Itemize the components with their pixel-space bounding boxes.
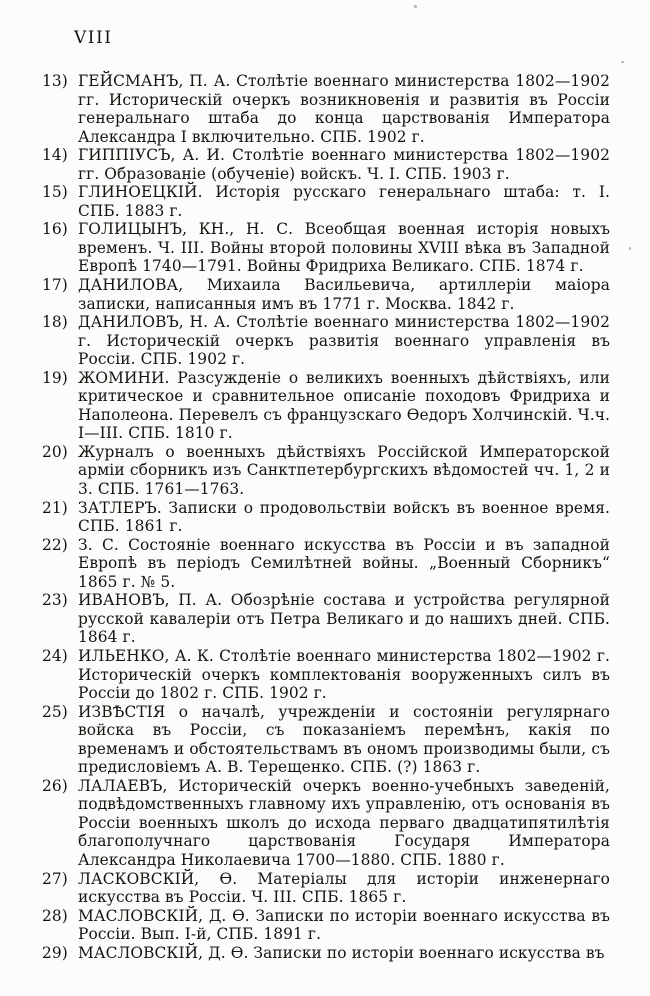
entry-number: 24) <box>42 646 68 665</box>
scan-speck <box>414 5 417 8</box>
entry-text: ДАНИЛОВЪ, Н. А. Столѣтіе военнаго министерства 1802—1902 г. Историческій очеркъ развитія военнаго управленія въ Россіи. СПБ. 1902 г. <box>78 313 610 369</box>
entry-text: ГОЛИЦЫНЪ, КН., Н. С. Всеобщая военная исторія новыхъ временъ. Ч. III. Войны второй половины XVIII вѣка въ Западной Европѣ 1740—1791. Войны Фридриха Великаго. СПБ. 1874 г. <box>78 220 610 276</box>
entry-number: 17) <box>42 276 68 295</box>
bibliography-entry <box>42 703 610 777</box>
entry-text: ЛАЛАЕВЪ, Историческій очеркъ военно-учебныхъ заведеній, подвѣдомственныхъ главному ихъ управленію, отъ основанія въ Россіи военныхъ школъ до исхода перваго двадцатипятилѣтія благополучнаго царствованія Государя Императора Александра Николаевича 1700—1880. СПБ. 1880 г. <box>78 776 610 869</box>
entry-text: ИЗВѢСТІЯ о началѣ, учрежденіи и состояніи регулярнаго войска въ Россіи, съ показаніемъ перемѣнъ, какія по временамъ и обстоятельствамъ въ ономъ производимы были, съ предисловіемъ А. В. Терещенко. СПБ. (?) 1863 г. <box>78 702 610 777</box>
entry-number: 26) <box>42 776 68 795</box>
bibliography-entry <box>42 907 610 944</box>
entry-number: 28) <box>42 906 68 925</box>
entry-number: 16) <box>42 220 68 239</box>
entry-number: 13) <box>42 72 68 90</box>
entry-text: ГИППІУСЪ, А. И. Столѣтіе военнаго министерства 1802—1902 гг. Образованіе (обученіе) войскъ. Ч. I. СПБ. 1903 г. <box>78 146 610 183</box>
bibliography-entry <box>42 369 610 443</box>
bibliography-entry <box>42 499 610 536</box>
bibliography-entry <box>42 276 610 313</box>
bibliography-entry <box>42 777 610 870</box>
entry-number: 23) <box>42 591 68 610</box>
bibliography-entry <box>42 944 610 963</box>
entry-text: Журналъ о военныхъ дѣйствіяхъ Россійской Императорской арміи сборникъ изъ Санктпетербургскихъ вѣдомостей чч. 1, 2 и 3. СПБ. 1761—1763. <box>78 442 610 499</box>
bibliography-entry <box>42 183 610 220</box>
bibliography-entry <box>42 72 610 146</box>
scan-speck <box>629 247 631 250</box>
bibliography-entry <box>42 591 610 647</box>
entry-text: ГЕЙСМАНЪ, П. А. Столѣтіе военнаго министерства 1802—1902 гг. Историческій очеркъ возникновенія и развитія въ Россіи генеральнаго штаба до конца царствованія Императора Александра I включительно. СПБ. 1902 г. <box>78 72 610 146</box>
entry-number: 15) <box>42 183 68 202</box>
entry-number: 20) <box>42 442 68 461</box>
entry-text: ДАНИЛОВА, Михаила Васильевича, артиллеріи маіора записки, написанныя имъ въ 1771 г. Москва. 1842 г. <box>78 276 610 313</box>
entry-text: ИВАНОВЪ, П. А. Обозрѣніе состава и устройства регулярной русской кавалеріи отъ Петра Великаго и до нашихъ дней. СПБ. 1864 г. <box>78 591 610 647</box>
entry-text: ИЛЬЕНКО, А. К. Столѣтіе военнаго министерства 1802—1902 г. Историческій очеркъ комплектованія вооруженныхъ силъ въ Россіи до 1802 г. СПБ. 1902 г. <box>78 646 610 703</box>
entry-text: ЛАСКОВСКІЙ, Ѳ. Матеріалы для исторіи инженернаго искусства въ Россіи. Ч. III. СПБ. 1865 г. <box>78 869 610 907</box>
entry-number: 19) <box>42 368 68 387</box>
entry-text: МАСЛОВСКІЙ, Д. Ѳ. Записки по исторіи военнаго искусства въ <box>78 943 605 962</box>
entry-number: 22) <box>42 535 68 554</box>
scan-speck <box>621 61 624 63</box>
entry-number: 25) <box>42 702 68 721</box>
bibliography-entry <box>42 443 610 499</box>
bibliography-entry <box>42 536 610 592</box>
entry-number: 14) <box>42 146 68 165</box>
entry-number: 21) <box>42 498 68 517</box>
bibliography-entry <box>42 313 610 369</box>
entry-number: 27) <box>42 869 68 888</box>
entry-text: ГЛИНОЕЦКІЙ. Исторія русскаго генеральнаго штаба: т. I. СПБ. 1883 г. <box>78 183 610 220</box>
entry-number: 29) <box>42 943 68 962</box>
entry-text: МАСЛОВСКІЙ, Д. Ѳ. Записки по исторіи военнаго искусства въ Россіи. Вып. I-й, СПБ. 1891 г. <box>78 906 610 944</box>
entry-text: ЖОМИНИ. Разсужденіе о великихъ военныхъ дѣйствіяхъ, или критическое и сравнительное описаніе походовъ Фридриха и Наполеона. Перевелъ съ французскаго Ѳедоръ Холчинскій. Ч.ч. I—III. СПБ. 1810 г. <box>78 368 610 443</box>
bibliography-list <box>42 72 610 962</box>
entry-number: 18) <box>42 313 68 332</box>
bibliography-entry <box>42 220 610 276</box>
page-number-header: VIII <box>74 28 113 48</box>
bibliography-entry <box>42 870 610 907</box>
bibliography-entry <box>42 146 610 183</box>
bibliography-entry <box>42 647 610 703</box>
entry-text: ЗАТЛЕРЪ. Записки о продовольствіи войскъ въ военное время. СПБ. 1861 г. <box>78 498 610 536</box>
entry-text: З. С. Состояніе военнаго искусства въ Россіи и въ западной Европѣ въ періодъ Семилѣтней войны. „Военный Сборникъ“ 1865 г. № 5. <box>78 535 610 591</box>
